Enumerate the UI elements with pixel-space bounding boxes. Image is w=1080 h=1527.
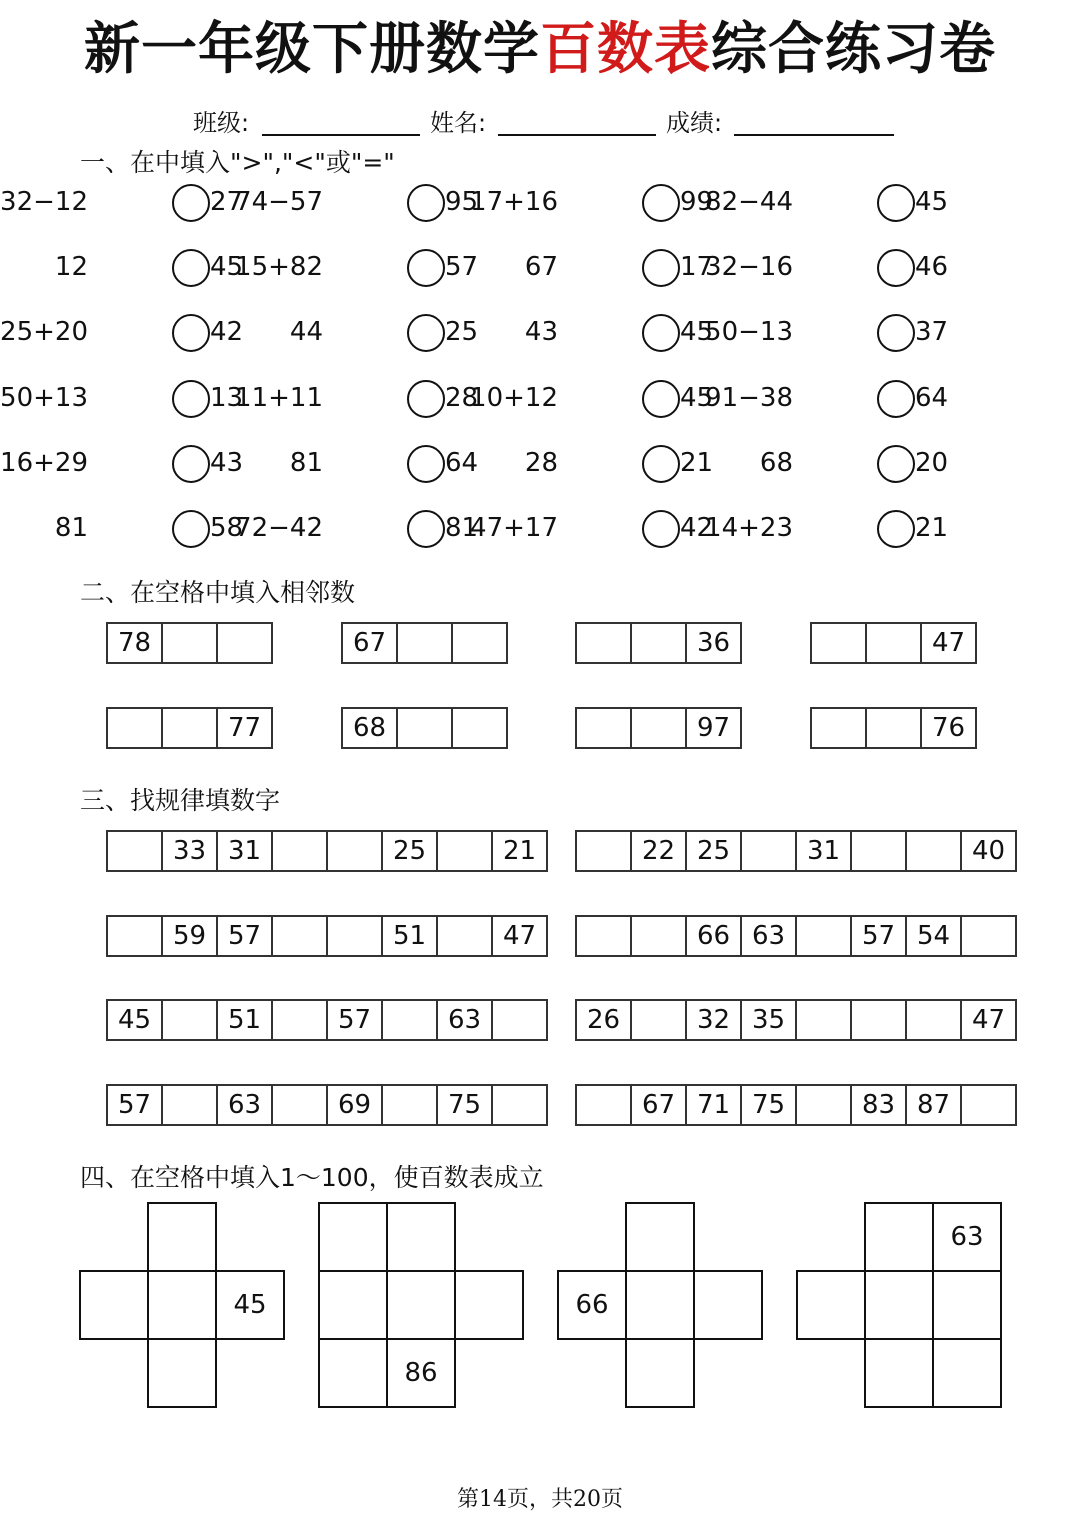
right-number: 28 <box>445 383 479 413</box>
number-box[interactable] <box>216 622 273 664</box>
number-box[interactable]: 97 <box>685 707 742 749</box>
comparison-item <box>235 182 495 222</box>
right-number: 43 <box>210 448 244 478</box>
pattern-box[interactable]: 25 <box>685 830 742 872</box>
comparison-item <box>0 182 260 222</box>
left-expression: 47+17 <box>470 513 558 543</box>
comparison-item <box>705 312 965 352</box>
pattern-box[interactable]: 66 <box>685 915 742 957</box>
left-expression: 16+29 <box>0 448 88 478</box>
number-box[interactable] <box>396 622 453 664</box>
answer-circle[interactable] <box>407 510 445 548</box>
pattern-box[interactable]: 22 <box>630 830 687 872</box>
pattern-box[interactable]: 83 <box>850 1084 907 1126</box>
class-label: 班级: <box>193 109 250 137</box>
answer-circle[interactable] <box>172 249 210 287</box>
chart-cell[interactable] <box>864 1202 934 1272</box>
number-box[interactable]: 36 <box>685 622 742 664</box>
section3-heading: 三、找规律填数字 <box>80 786 281 815</box>
chart-cell[interactable] <box>932 1338 1002 1408</box>
pattern-box[interactable]: 33 <box>161 830 218 872</box>
right-number: 57 <box>445 252 479 282</box>
chart-cell[interactable] <box>864 1338 934 1408</box>
left-expression: 32−12 <box>0 187 88 217</box>
worksheet-title: 新一年级下册数学百数表综合练习卷 <box>84 17 996 82</box>
left-expression: 81 <box>289 448 323 478</box>
chart-cell[interactable]: 45 <box>215 1270 285 1340</box>
left-expression: 14+23 <box>705 513 793 543</box>
right-number: 27 <box>210 187 244 217</box>
left-expression: 44 <box>289 317 323 347</box>
answer-circle[interactable] <box>172 380 210 418</box>
class-field[interactable] <box>262 134 420 136</box>
pattern-box[interactable] <box>381 1084 438 1126</box>
left-expression: 10+12 <box>470 383 558 413</box>
answer-circle[interactable] <box>172 184 210 222</box>
left-expression: 32−16 <box>705 252 793 282</box>
right-number: 42 <box>210 317 244 347</box>
pattern-box[interactable] <box>795 999 852 1041</box>
answer-circle[interactable] <box>407 314 445 352</box>
chart-cell[interactable] <box>318 1338 388 1408</box>
right-number: 21 <box>680 448 714 478</box>
pattern-box[interactable]: 31 <box>795 830 852 872</box>
number-box[interactable] <box>575 622 632 664</box>
right-number: 45 <box>210 252 244 282</box>
pattern-box[interactable]: 57 <box>326 999 383 1041</box>
answer-circle[interactable] <box>407 249 445 287</box>
chart-cell[interactable] <box>454 1270 524 1340</box>
answer-circle[interactable] <box>877 184 915 222</box>
pattern-box[interactable]: 47 <box>960 999 1017 1041</box>
number-box[interactable] <box>161 622 218 664</box>
pattern-box[interactable]: 63 <box>216 1084 273 1126</box>
chart-cell[interactable]: 86 <box>386 1338 456 1408</box>
pattern-box[interactable] <box>575 915 632 957</box>
chart-cell[interactable] <box>625 1270 695 1340</box>
chart-cell[interactable] <box>625 1202 695 1272</box>
answer-circle[interactable] <box>172 314 210 352</box>
pattern-box[interactable] <box>271 830 328 872</box>
pattern-box[interactable] <box>326 915 383 957</box>
answer-circle[interactable] <box>877 314 915 352</box>
answer-circle[interactable] <box>407 445 445 483</box>
comparison-item <box>470 247 730 287</box>
number-box[interactable] <box>396 707 453 749</box>
comparison-item <box>235 312 495 352</box>
pattern-box[interactable] <box>630 915 687 957</box>
answer-circle[interactable] <box>642 510 680 548</box>
pattern-box[interactable]: 57 <box>850 915 907 957</box>
pattern-box[interactable]: 87 <box>905 1084 962 1126</box>
left-expression: 25+20 <box>0 317 88 347</box>
pattern-box[interactable] <box>960 915 1017 957</box>
pattern-box[interactable]: 51 <box>216 999 273 1041</box>
pattern-box[interactable] <box>850 999 907 1041</box>
comparison-item <box>470 443 730 483</box>
right-number: 45 <box>680 383 714 413</box>
pattern-box[interactable] <box>271 915 328 957</box>
pattern-box[interactable] <box>740 830 797 872</box>
number-box[interactable]: 67 <box>341 622 398 664</box>
pattern-box[interactable] <box>795 915 852 957</box>
pattern-box[interactable] <box>795 1084 852 1126</box>
comparison-item <box>235 508 495 548</box>
pattern-box[interactable] <box>960 1084 1017 1126</box>
pattern-box[interactable]: 57 <box>216 915 273 957</box>
left-expression: 12 <box>54 252 88 282</box>
pattern-box[interactable] <box>381 999 438 1041</box>
pattern-box[interactable] <box>491 999 548 1041</box>
left-expression: 50+13 <box>0 383 88 413</box>
comparison-item <box>0 247 260 287</box>
right-number: 64 <box>915 383 949 413</box>
pattern-box[interactable] <box>161 1084 218 1126</box>
answer-circle[interactable] <box>642 445 680 483</box>
pattern-box[interactable]: 75 <box>436 1084 493 1126</box>
pattern-box[interactable]: 32 <box>685 999 742 1041</box>
chart-cell[interactable] <box>932 1270 1002 1340</box>
number-box[interactable] <box>810 622 867 664</box>
right-number: 25 <box>445 317 479 347</box>
pattern-box[interactable]: 54 <box>905 915 962 957</box>
left-expression: 68 <box>759 448 793 478</box>
left-expression: 67 <box>524 252 558 282</box>
pattern-box[interactable] <box>630 999 687 1041</box>
right-number: 64 <box>445 448 479 478</box>
right-number: 81 <box>445 513 479 543</box>
right-number: 58 <box>210 513 244 543</box>
answer-circle[interactable] <box>642 314 680 352</box>
chart-cell[interactable] <box>386 1202 456 1272</box>
pattern-box[interactable]: 26 <box>575 999 632 1041</box>
pattern-box[interactable] <box>905 830 962 872</box>
comparison-item <box>705 378 965 418</box>
pattern-box[interactable]: 63 <box>436 999 493 1041</box>
number-box[interactable] <box>865 622 922 664</box>
right-number: 20 <box>915 448 949 478</box>
section4-heading: 四、在空格中填入1～100，使百数表成立 <box>80 1163 544 1192</box>
pattern-box[interactable]: 69 <box>326 1084 383 1126</box>
pattern-box[interactable] <box>161 999 218 1041</box>
answer-circle[interactable] <box>877 510 915 548</box>
score-label: 成绩: <box>666 109 723 137</box>
pattern-box[interactable]: 35 <box>740 999 797 1041</box>
comparison-item <box>235 443 495 483</box>
chart-cell[interactable] <box>147 1202 217 1272</box>
chart-cell[interactable]: 63 <box>932 1202 1002 1272</box>
score-field[interactable] <box>734 134 894 136</box>
chart-cell[interactable] <box>864 1270 934 1340</box>
pattern-box[interactable] <box>575 830 632 872</box>
pattern-box[interactable]: 21 <box>491 830 548 872</box>
left-expression: 72−42 <box>235 513 323 543</box>
pattern-box[interactable]: 40 <box>960 830 1017 872</box>
answer-circle[interactable] <box>877 380 915 418</box>
left-expression: 82−44 <box>705 187 793 217</box>
pattern-box[interactable] <box>436 830 493 872</box>
number-box[interactable] <box>630 707 687 749</box>
pattern-box[interactable]: 63 <box>740 915 797 957</box>
chart-cell[interactable] <box>147 1270 217 1340</box>
number-box[interactable]: 77 <box>216 707 273 749</box>
pattern-box[interactable]: 45 <box>106 999 163 1041</box>
right-number: 13 <box>210 383 244 413</box>
left-expression: 43 <box>524 317 558 347</box>
right-number: 45 <box>915 187 949 217</box>
comparison-item <box>470 508 730 548</box>
number-box[interactable]: 47 <box>920 622 977 664</box>
number-box[interactable] <box>630 622 687 664</box>
pattern-box[interactable] <box>575 1084 632 1126</box>
section1-heading: 一、在中填入">","<"或"=" <box>80 148 395 177</box>
comparison-item <box>0 312 260 352</box>
left-expression: 11+11 <box>235 383 323 413</box>
pattern-box[interactable] <box>106 915 163 957</box>
pattern-box[interactable] <box>326 830 383 872</box>
comparison-item <box>235 247 495 287</box>
right-number: 17 <box>680 252 714 282</box>
right-number: 95 <box>445 187 479 217</box>
pattern-box[interactable]: 67 <box>630 1084 687 1126</box>
right-number: 46 <box>915 252 949 282</box>
answer-circle[interactable] <box>407 184 445 222</box>
right-number: 42 <box>680 513 714 543</box>
left-expression: 15+82 <box>235 252 323 282</box>
pattern-box[interactable]: 51 <box>381 915 438 957</box>
comparison-item <box>470 378 730 418</box>
comparison-item <box>0 378 260 418</box>
comparison-item <box>470 182 730 222</box>
number-box[interactable]: 68 <box>341 707 398 749</box>
comparison-item <box>235 378 495 418</box>
right-number: 99 <box>680 187 714 217</box>
comparison-item <box>705 182 965 222</box>
comparison-item <box>705 508 965 548</box>
pattern-box[interactable] <box>271 999 328 1041</box>
chart-cell[interactable]: 66 <box>557 1270 627 1340</box>
number-box[interactable] <box>161 707 218 749</box>
pattern-box[interactable] <box>436 915 493 957</box>
name-label: 姓名: <box>430 109 487 137</box>
pattern-box[interactable]: 25 <box>381 830 438 872</box>
answer-circle[interactable] <box>172 445 210 483</box>
page-footer: 第14页，共20页 <box>457 1487 623 1512</box>
left-expression: 91−38 <box>705 383 793 413</box>
number-box[interactable] <box>106 707 163 749</box>
left-expression: 74−57 <box>235 187 323 217</box>
title-highlight: 百数表 <box>540 17 711 82</box>
chart-cell[interactable] <box>693 1270 763 1340</box>
answer-circle[interactable] <box>642 249 680 287</box>
pattern-box[interactable]: 71 <box>685 1084 742 1126</box>
comparison-item <box>0 508 260 548</box>
pattern-box[interactable]: 59 <box>161 915 218 957</box>
number-box[interactable]: 78 <box>106 622 163 664</box>
pattern-box[interactable] <box>271 1084 328 1126</box>
pattern-box[interactable]: 57 <box>106 1084 163 1126</box>
left-expression: 28 <box>524 448 558 478</box>
left-expression: 17+16 <box>470 187 558 217</box>
comparison-item <box>705 443 965 483</box>
section2-heading: 二、在空格中填入相邻数 <box>80 578 356 607</box>
number-box[interactable] <box>575 707 632 749</box>
comparison-item <box>470 312 730 352</box>
chart-cell[interactable] <box>386 1270 456 1340</box>
number-box[interactable] <box>451 622 508 664</box>
name-field[interactable] <box>498 134 656 136</box>
comparison-item <box>705 247 965 287</box>
answer-circle[interactable] <box>642 380 680 418</box>
chart-cell[interactable] <box>79 1270 149 1340</box>
number-box[interactable] <box>451 707 508 749</box>
pattern-box[interactable] <box>905 999 962 1041</box>
chart-cell[interactable] <box>318 1202 388 1272</box>
pattern-box[interactable] <box>491 1084 548 1126</box>
pattern-box[interactable]: 31 <box>216 830 273 872</box>
answer-circle[interactable] <box>877 445 915 483</box>
number-box[interactable]: 76 <box>920 707 977 749</box>
right-number: 21 <box>915 513 949 543</box>
left-expression: 50−13 <box>705 317 793 347</box>
left-expression: 81 <box>54 513 88 543</box>
chart-cell[interactable] <box>625 1338 695 1408</box>
chart-cell[interactable] <box>147 1338 217 1408</box>
pattern-box[interactable]: 47 <box>491 915 548 957</box>
pattern-box[interactable]: 75 <box>740 1084 797 1126</box>
pattern-box[interactable] <box>106 830 163 872</box>
comparison-item <box>0 443 260 483</box>
answer-circle[interactable] <box>172 510 210 548</box>
answer-circle[interactable] <box>407 380 445 418</box>
number-box[interactable] <box>865 707 922 749</box>
chart-cell[interactable] <box>796 1270 866 1340</box>
right-number: 45 <box>680 317 714 347</box>
right-number: 37 <box>915 317 949 347</box>
chart-cell[interactable] <box>318 1270 388 1340</box>
answer-circle[interactable] <box>642 184 680 222</box>
number-box[interactable] <box>810 707 867 749</box>
pattern-box[interactable] <box>850 830 907 872</box>
answer-circle[interactable] <box>877 249 915 287</box>
